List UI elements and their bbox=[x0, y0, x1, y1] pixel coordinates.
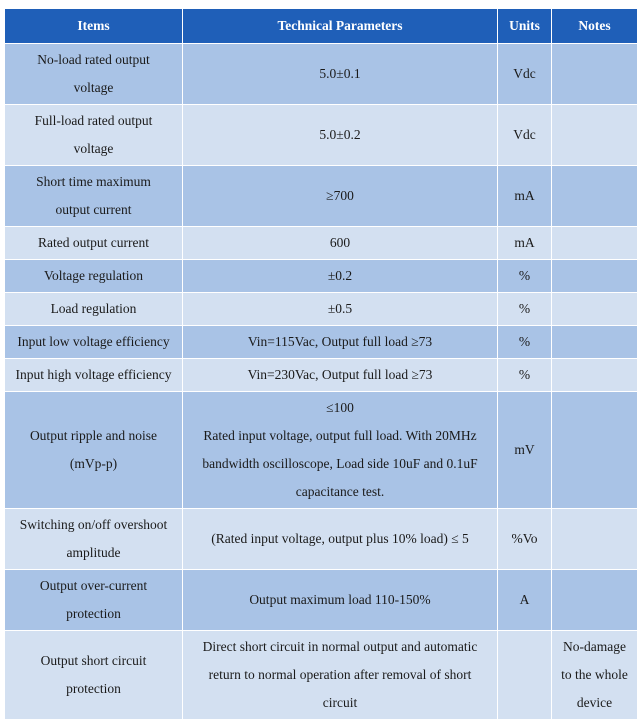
parameter-cell bbox=[183, 44, 498, 105]
unit-cell: A bbox=[498, 570, 552, 631]
item-cell bbox=[5, 105, 183, 166]
unit-cell: % bbox=[498, 326, 552, 359]
item-cell-line: Output ripple and noise bbox=[29, 428, 158, 443]
note-cell bbox=[552, 631, 638, 720]
note-cell-line: No-damage bbox=[563, 639, 626, 654]
note-cell bbox=[552, 260, 638, 293]
table-row bbox=[5, 227, 638, 260]
header-technical-parameters: Technical Parameters bbox=[183, 9, 498, 44]
item-cell-line: amplitude bbox=[66, 545, 121, 560]
note-cell bbox=[552, 570, 638, 631]
parameter-cell bbox=[183, 509, 498, 570]
item-cell-line: Full-load rated output bbox=[34, 113, 153, 128]
item-cell-line: Load regulation bbox=[50, 301, 137, 316]
note-cell bbox=[552, 326, 638, 359]
item-cell-line: voltage bbox=[73, 80, 114, 95]
table-row bbox=[5, 570, 638, 631]
table-row bbox=[5, 105, 638, 166]
parameter-cell-line: Vin=230Vac, Output full load ≥73 bbox=[247, 367, 433, 382]
table-row bbox=[5, 359, 638, 392]
item-cell bbox=[5, 326, 183, 359]
note-cell bbox=[552, 392, 638, 509]
header-notes: Notes bbox=[552, 9, 638, 44]
item-cell bbox=[5, 260, 183, 293]
note-cell bbox=[552, 293, 638, 326]
parameter-cell-line: 5.0±0.1 bbox=[319, 66, 361, 81]
parameter-cell-line: ≤100 bbox=[326, 400, 354, 415]
note-cell-line: to the whole bbox=[561, 667, 628, 682]
parameter-cell-line: 600 bbox=[329, 235, 351, 250]
parameter-cell-line: circuit bbox=[322, 695, 358, 710]
item-cell-line: protection bbox=[66, 681, 121, 696]
parameter-cell-line: Vin=115Vac, Output full load ≥73 bbox=[247, 334, 433, 349]
table-row bbox=[5, 326, 638, 359]
parameter-cell-line: return to normal operation after removal of short bbox=[208, 667, 472, 682]
unit-cell: % bbox=[498, 293, 552, 326]
technical-parameters-table bbox=[4, 8, 638, 720]
table-row bbox=[5, 631, 638, 720]
parameter-cell-line: (Rated input voltage, output plus 10% load) ≤ 5 bbox=[211, 531, 469, 546]
item-cell bbox=[5, 570, 183, 631]
note-cell bbox=[552, 105, 638, 166]
parameter-cell bbox=[183, 227, 498, 260]
unit-cell: % bbox=[498, 260, 552, 293]
item-cell bbox=[5, 44, 183, 105]
unit-cell: Vdc bbox=[498, 44, 552, 105]
unit-cell: % bbox=[498, 359, 552, 392]
unit-cell: Vdc bbox=[498, 105, 552, 166]
parameter-cell-line: Rated input voltage, output full load. With 20MHz bbox=[203, 428, 477, 443]
item-cell bbox=[5, 293, 183, 326]
unit-cell bbox=[498, 631, 552, 720]
parameter-cell-line: capacitance test. bbox=[295, 484, 385, 499]
parameter-cell-line: 5.0±0.2 bbox=[319, 127, 361, 142]
item-cell-line: Short time maximum bbox=[36, 174, 151, 189]
item-cell-line: protection bbox=[66, 606, 121, 621]
note-cell bbox=[552, 227, 638, 260]
table-row bbox=[5, 509, 638, 570]
parameter-cell-line: Output maximum load 110-150% bbox=[249, 592, 431, 607]
table-row bbox=[5, 44, 638, 105]
parameter-cell-line: bandwidth oscilloscope, Load side 10uF and 0.1uF bbox=[202, 456, 478, 471]
parameter-cell bbox=[183, 392, 498, 509]
table-row bbox=[5, 392, 638, 509]
note-cell-line: device bbox=[576, 695, 613, 710]
table-row bbox=[5, 260, 638, 293]
item-cell-line: Switching on/off overshoot bbox=[19, 517, 168, 532]
unit-cell: mA bbox=[498, 166, 552, 227]
item-cell-line: (mVp-p) bbox=[69, 456, 118, 471]
item-cell-line: No-load rated output bbox=[37, 52, 150, 67]
item-cell-line: Input low voltage efficiency bbox=[17, 334, 170, 349]
table-row bbox=[5, 293, 638, 326]
table-row bbox=[5, 166, 638, 227]
item-cell bbox=[5, 166, 183, 227]
item-cell-line: output current bbox=[55, 202, 132, 217]
parameter-cell bbox=[183, 166, 498, 227]
item-cell bbox=[5, 631, 183, 720]
item-cell-line: Voltage regulation bbox=[43, 268, 144, 283]
unit-cell: mV bbox=[498, 392, 552, 509]
header-row bbox=[5, 9, 638, 44]
header-units: Units bbox=[498, 9, 552, 44]
unit-cell: %Vo bbox=[498, 509, 552, 570]
item-cell bbox=[5, 359, 183, 392]
item-cell-line: Output short circuit bbox=[40, 653, 147, 668]
item-cell bbox=[5, 227, 183, 260]
parameter-cell bbox=[183, 570, 498, 631]
item-cell-line: voltage bbox=[73, 141, 114, 156]
parameter-cell-line: ≥700 bbox=[326, 188, 354, 203]
parameter-cell-line: ±0.5 bbox=[327, 301, 353, 316]
parameter-cell bbox=[183, 293, 498, 326]
parameter-cell bbox=[183, 105, 498, 166]
header-items: Items bbox=[5, 9, 183, 44]
parameter-cell-line: Direct short circuit in normal output and automatic bbox=[202, 639, 478, 654]
note-cell bbox=[552, 359, 638, 392]
note-cell bbox=[552, 44, 638, 105]
note-cell bbox=[552, 166, 638, 227]
unit-cell: mA bbox=[498, 227, 552, 260]
parameter-cell bbox=[183, 260, 498, 293]
item-cell-line: Output over-current bbox=[39, 578, 148, 593]
parameter-cell bbox=[183, 326, 498, 359]
parameter-cell-line: ±0.2 bbox=[327, 268, 353, 283]
parameter-cell bbox=[183, 359, 498, 392]
item-cell bbox=[5, 392, 183, 509]
item-cell bbox=[5, 509, 183, 570]
table-body bbox=[5, 44, 638, 720]
item-cell-line: Rated output current bbox=[38, 235, 149, 250]
note-cell bbox=[552, 509, 638, 570]
item-cell-line: Input high voltage efficiency bbox=[15, 367, 172, 382]
parameter-cell bbox=[183, 631, 498, 720]
